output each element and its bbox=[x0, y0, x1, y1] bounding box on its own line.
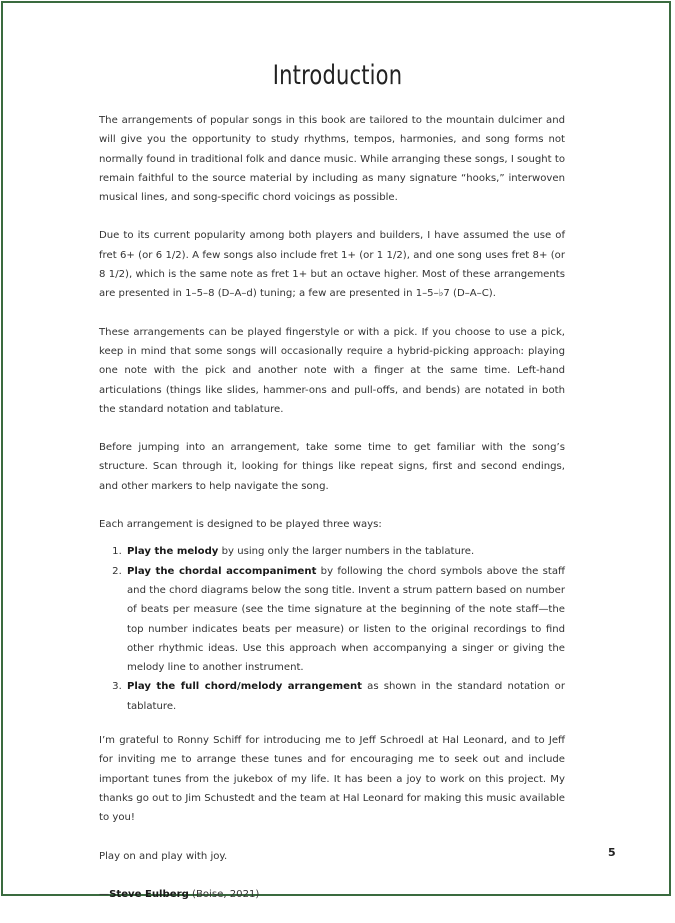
paragraph-thanks: I’m grateful to Ronny Schiff for introducing me to Jeff Schroedl at Hal Leonard, and to Jeff for inviting me to arrange these tunes and for encouraging me to seek out and include important tunes from the jukebox of my life. It has been a joy to work on this project. My thanks go out to Jim Schustedt and the team at Hal Leonard for making this music available to you! bbox=[99, 735, 565, 824]
signature-dash: — bbox=[99, 888, 110, 900]
page-number: 5 bbox=[608, 846, 616, 859]
paragraph-song-structure: Before jumping into an arrangement, take some time to get familiar with the song’s structure. Scan through it, looking for things like repeat signs, first and second endings, and other markers to help navigate the song. bbox=[99, 442, 565, 492]
list-item-chordal bbox=[125, 562, 565, 678]
list-item-text: by using only the larger numbers in the tablature. bbox=[218, 546, 475, 558]
paragraph-pick-technique: These arrangements can be played fingerstyle or with a pick. If you choose to use a pick, keep in mind that some songs will occasionally require a hybrid-picking approach: playing one note with the pick and another note with a finger at the same time. Left-hand articulations (things like slides, hammer-ons and pull-offs, and bends) are notated in both the standard notation and tablature. bbox=[99, 326, 565, 415]
list-item-lead: Play the melody bbox=[127, 546, 219, 558]
list-item-lead: Play the full chord/melody arrangement bbox=[127, 681, 362, 693]
list-item-melody bbox=[125, 542, 565, 561]
list-item-lead: Play the chordal accompaniment bbox=[127, 565, 317, 577]
list-item-full-arrangement bbox=[125, 677, 565, 716]
list-item-text: as shown in the standard notation or tablature. bbox=[127, 681, 565, 712]
body-text bbox=[99, 111, 565, 923]
signature-place: (Boise, 2021) bbox=[188, 888, 260, 900]
page-title: Introduction bbox=[272, 60, 403, 91]
paragraph-three-ways: Each arrangement is designed to be played three ways: bbox=[99, 519, 382, 531]
paragraph-frets-tuning: Due to its current popularity among both players and builders, I have assumed the use of fret 6+ (or 6 1/2). A few songs also include fret 1+ (or 1 1/2), and one song uses fret 8+ (or 8 1/2), which is the same note as fret 1+ but an octave higher. Most of these arrangements are presented in 1–5–8 (D–A–d) tuning; a few are presented in 1–5–♭7 (D–A–C). bbox=[99, 230, 565, 300]
paragraph-arrangements: The arrangements of popular songs in this book are tailored to the mountain dulcimer and will give you the opportunity to study rhythms, tempos, harmonies, and song forms not normally found in traditional folk and dance music. While arranging these songs, I sought to remain faithful to the source material by including as many signature “hooks,” interwoven musical lines, and song-specific chord voicings as possible. bbox=[99, 115, 565, 204]
signature bbox=[99, 885, 565, 904]
paragraph-closing: Play on and play with joy. bbox=[99, 850, 228, 862]
ways-list bbox=[99, 542, 565, 716]
signature-name: Steve Eulberg bbox=[109, 888, 189, 900]
list-item-text: by following the chord symbols above the staff and the chord diagrams below the song title. Invent a strum pattern based on number of beats per measure (see the time signature at the beginning of the note staff—the top number indicates beats per measure) or listen to the original recordings to find other rhythmic ideas. Use this approach when accompanying a singer or giving the melody line to another instrument. bbox=[127, 565, 566, 674]
